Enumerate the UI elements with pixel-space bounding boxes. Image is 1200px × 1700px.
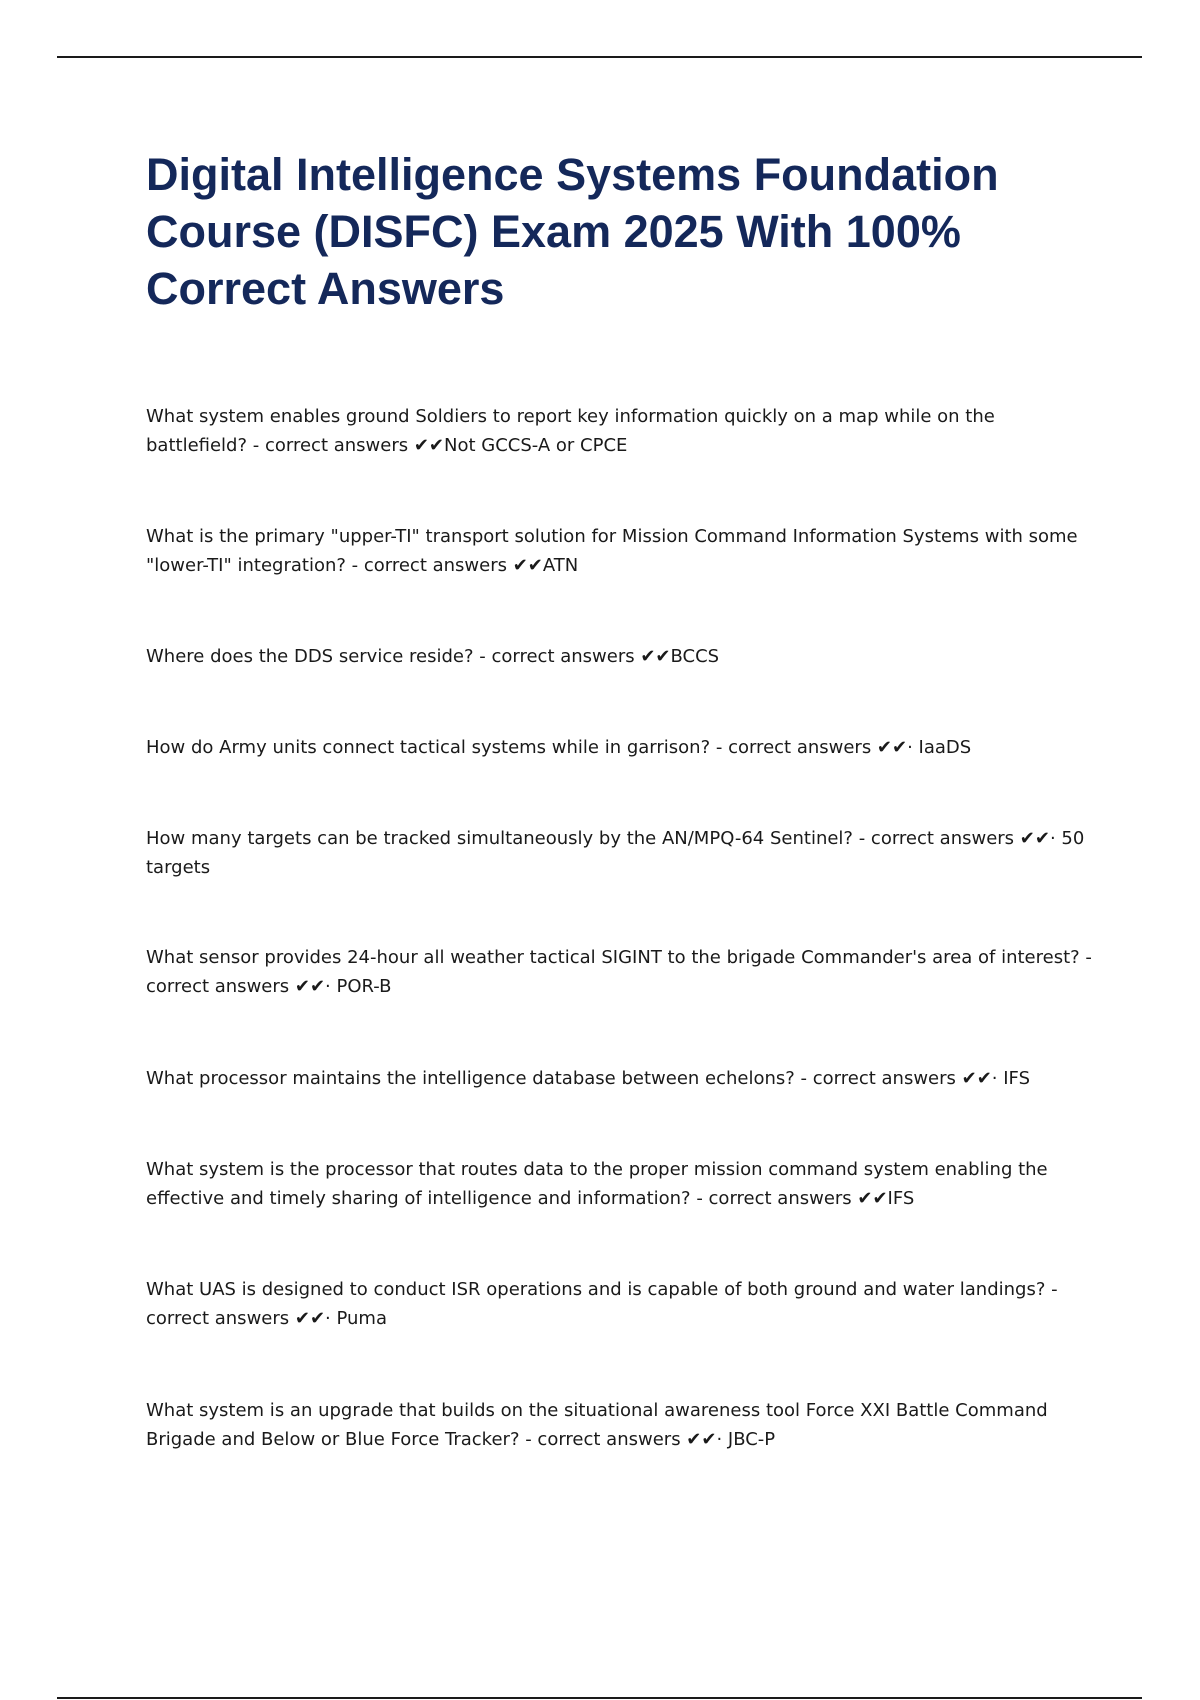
qa-item-9: What UAS is designed to conduct ISR operations and is capable of both ground and water landings? - correct answers ✔✔· Puma <box>146 1279 1058 1329</box>
qa-item-1: What system enables ground Soldiers to report key information quickly on a map while on the battlefield? - correct answers ✔✔Not GCCS-A or CPCE <box>146 406 995 456</box>
qa-item-10: What system is an upgrade that builds on the situational awareness tool Force XXI Battle Command Brigade and Below or Blue Force Tracker? - correct answers ✔✔· JBC-P <box>146 1400 1048 1450</box>
document-title: Digital Intelligence Systems Foundation Course (DISFC) Exam 2025 With 100% Correct Answers <box>146 149 999 314</box>
qa-item-3: Where does the DDS service reside? - correct answers ✔✔BCCS <box>146 646 720 667</box>
footer-rule <box>57 1697 1142 1699</box>
qa-item-4: How do Army units connect tactical systems while in garrison? - correct answers ✔✔· IaaDS <box>146 737 972 758</box>
qa-item-5: How many targets can be tracked simultaneously by the AN/MPQ-64 Sentinel? - correct answers ✔✔· 50 targets <box>146 828 1085 878</box>
qa-item-2: What is the primary "upper-TI" transport solution for Mission Command Information Systems with some "lower-TI" integration? - correct answers ✔✔ATN <box>146 526 1078 576</box>
header-rule <box>57 56 1142 58</box>
qa-item-8: What system is the processor that routes data to the proper mission command system enabling the effective and timely sharing of intelligence and information? - correct answers ✔✔IFS <box>146 1159 1048 1209</box>
qa-item-7: What processor maintains the intelligence database between echelons? - correct answers ✔✔· IFS <box>146 1068 1031 1089</box>
qa-item-6: What sensor provides 24-hour all weather tactical SIGINT to the brigade Commander's area of interest? - correct answers ✔✔· POR-B <box>146 947 1092 997</box>
